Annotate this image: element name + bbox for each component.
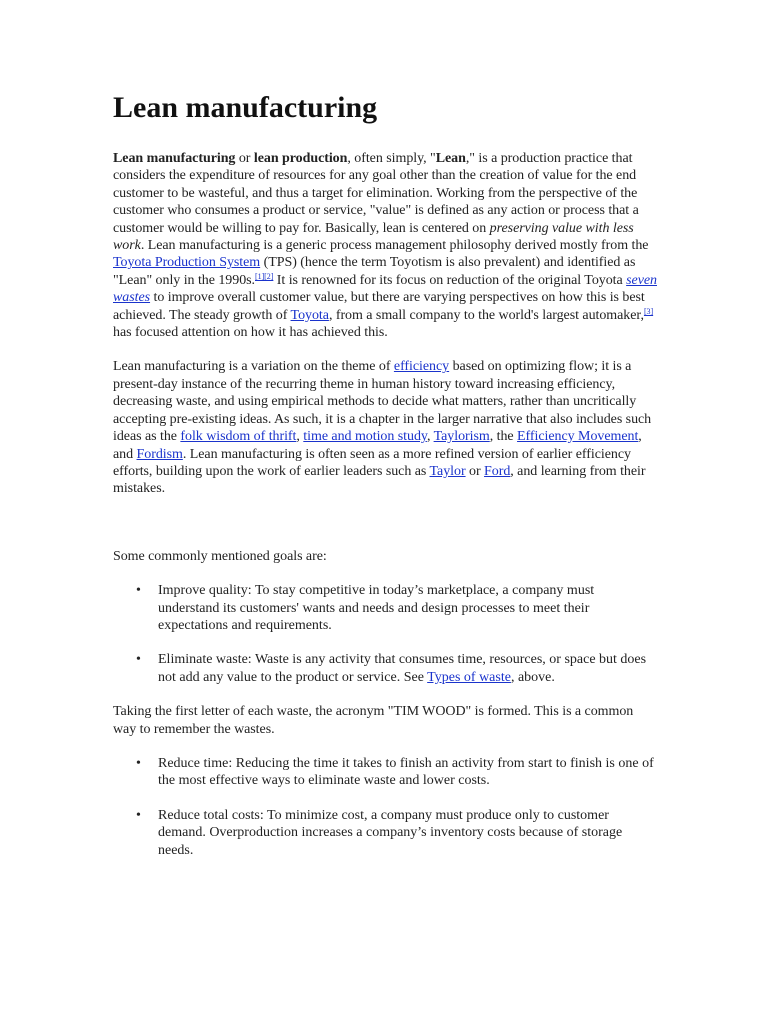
list-item	[136, 651, 658, 686]
term-lean: Lean	[435, 151, 466, 166]
link-time-and-motion-study[interactable]: time and motion study	[303, 429, 427, 445]
goals-list-2	[113, 755, 658, 859]
bullet-icon: •	[136, 652, 141, 668]
reference-link-3[interactable]: [3]	[643, 306, 654, 316]
link-efficiency[interactable]: efficiency	[393, 359, 450, 375]
text-run: has focused attention on how it has achieved this.	[113, 325, 388, 341]
variation-paragraph	[113, 358, 658, 497]
link-seven-wastes-label: seven wastes	[113, 272, 657, 306]
list-item	[136, 755, 658, 790]
page-title: Lean manufacturing	[113, 91, 378, 124]
text-run: , the	[489, 429, 518, 445]
acronym-paragraph: Taking the first letter of each waste, the acronym "TIM WOOD" is formed. This is a common way to remember the wastes.	[113, 704, 634, 737]
text-run: It is renowned for its focus on reduction of the original Toyota	[273, 272, 627, 288]
vertical-spacer	[113, 515, 658, 548]
link-types-of-waste[interactable]: Types of waste	[427, 669, 511, 685]
goals-list	[113, 582, 658, 686]
term-lean-manufacturing: Lean manufacturing	[113, 151, 236, 166]
link-ford[interactable]: Ford	[484, 463, 511, 479]
bullet-icon: •	[136, 583, 141, 599]
text-run: ,	[296, 429, 304, 445]
text-run: , often simply, "	[347, 151, 436, 166]
text-run: to improve overall customer value, but there are varying perspectives on how this is best achieved. The steady growth of	[113, 290, 645, 323]
list-item	[136, 582, 658, 634]
list-item-text: Eliminate waste: Waste is any activity that consumes time, resources, or space but does not add any value to the product or service. See	[158, 652, 647, 685]
link-efficiency-movement[interactable]: Efficiency Movement	[517, 429, 639, 445]
text-run: . Lean manufacturing is often seen as a more refined version of earlier efficiency efforts, building upon the work of earlier leaders such as	[113, 446, 631, 479]
list-item-text: , above.	[510, 669, 555, 685]
list-item-text: Improve quality: To stay competitive in today’s marketplace, a company must understand its customers' wants and needs and design processes to meet their expectations and requirements.	[158, 583, 595, 633]
list-item	[136, 807, 658, 859]
text-run: , from a small company to the world's largest automaker,	[328, 307, 644, 323]
text-run: , and	[113, 429, 642, 462]
link-folk-wisdom-of-thrift[interactable]: folk wisdom of thrift	[180, 429, 297, 445]
text-run: , and learning from their mistakes.	[113, 463, 646, 497]
text-run: (TPS) (hence the term Toyotism is also prevalent) and identified as "Lean" only in the 1990s.	[113, 255, 636, 288]
goals-intro: Some commonly mentioned goals are:	[113, 548, 327, 564]
reference-link-1-2[interactable]: [1][2]	[255, 271, 274, 281]
link-toyota[interactable]: Toyota	[290, 307, 329, 323]
text-run: . Lean manufacturing is a generic process management philosophy derived mostly from the	[140, 238, 649, 254]
bullet-icon: •	[136, 807, 141, 823]
term-lean-production: lean production	[253, 151, 348, 166]
text-run: Lean manufacturing is a variation on the theme of	[113, 359, 394, 375]
link-fordism[interactable]: Fordism	[136, 446, 183, 462]
emphasis-preserving-value: preserving value with less work	[113, 220, 634, 254]
text-run: or	[465, 463, 485, 479]
text-run: or	[235, 151, 254, 166]
article	[113, 86, 658, 876]
link-taylorism[interactable]: Taylorism	[433, 429, 490, 445]
bullet-icon: •	[136, 755, 141, 771]
text-run: ,	[426, 429, 434, 445]
intro-paragraph	[113, 150, 658, 341]
text-run: ," is a production practice that considers the expenditure of resources for any goal other than the creation of value for the end customer to be wasteful, and thus a target for elimination. Working from the perspective of the customer who consumes a product or service, "value" is defined as any action or process that a customer would be willing to pay for. Basically, lean is centered on	[113, 151, 639, 236]
list-item-text: Reduce time: Reducing the time it takes to finish an activity from start to finish is one of the most effective ways to eliminate waste and lower costs.	[158, 755, 654, 789]
text-run: based on optimizing flow; it is a present-day instance of the recurring theme in human history toward increasing efficiency, decreasing waste, and using empirical methods to decide what matters, rather than uncritically accepting pre-existing ideas. As such, it is a chapter in the larger narrative that also includes such ideas as the	[113, 359, 652, 445]
link-taylor[interactable]: Taylor	[429, 463, 466, 479]
list-item-text: Reduce total costs: To minimize cost, a company must produce only to customer demand. Overproduction increases a company’s inventory costs because of storage needs.	[158, 807, 623, 858]
link-toyota-production-system[interactable]: Toyota Production System	[113, 255, 261, 271]
